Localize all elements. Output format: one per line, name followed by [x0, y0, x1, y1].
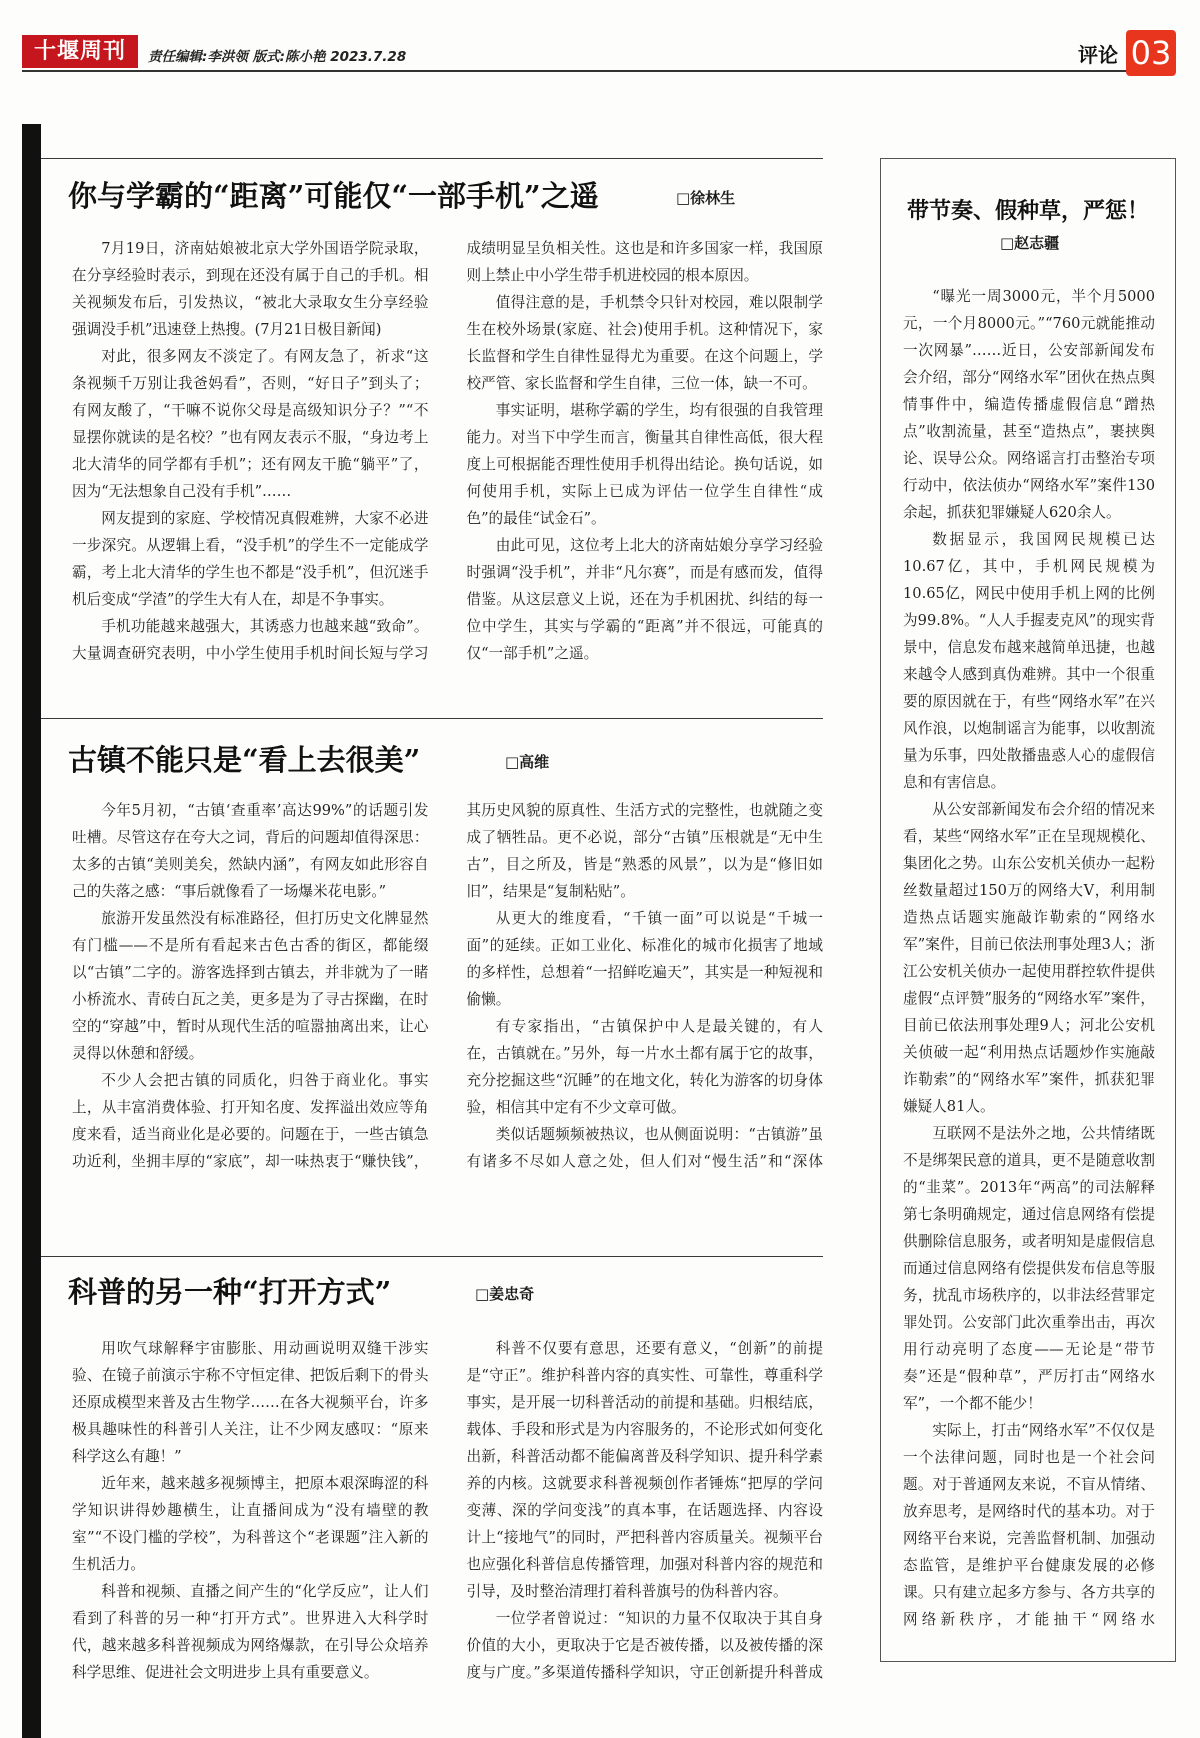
sidebar-paragraph: 实际上，打击“网络水军”不仅仅是一个法律问题，同时也是一个社会问题。对于普通网友来说，不盲从情绪、放弃思考，是网络时代的基本功。对于网络平台来说，完善监督机制、加强动态监管，是维护平台健康发展的必修课。只有建立起多方参与、各方共享的网络新秩序，才能抽干“网络水: [903, 1422, 1155, 1628]
article-paragraph: 从更大的维度看，“千镇一面”可以说是“千城一面”的延续。正如工业化、标准化的城市化损害了地域的多样性，总想着“一招鲜吃遍天”，其实是一种短视和偷懒。: [466, 910, 823, 1008]
article-author: □姜忠奇: [475, 1285, 535, 1303]
article-author: □高维: [505, 753, 550, 771]
article-paragraph: 用吹气球解释宇宙膨胀、用动画说明双缝干涉实验、在镜子前演示宇称不守恒定律、把饭后剩下的骨头还原成模型来普及古生物学……在各大视频平台，许多极具趣味性的科普引人关注，让不少网友感叹：“原来科学这么有趣！”: [72, 1340, 429, 1465]
article-paragraph: 有专家指出，“古镇保护中人是最关键的，有人在，古镇就在。”另外，每一片水土都有属于它的故事，充分挖掘这些“沉睡”的在地文化，转化为游客的切身体验，相信其中定有不少文章可做。: [466, 1018, 823, 1116]
article-paragraph: 不少人会把古镇的同质化，归咎于商业化。事实上，从丰富消费体验、打开知名度、发挥溢出效应等角度来看，适当商业化是必要的。问题在于，一些古镇急功近利，坐拥丰厚的“家底”，却一味热衷于“赚快钱”，其历史风貌的原真性、生活方式的完整性，也就随之变成了牺牲品。更不必说，部分“古镇”压根就是“无中生古”，目之所及，皆是“熟悉的风景”，以为是“修旧如旧”，结果是“复制粘贴”。: [72, 802, 823, 1170]
article-paragraph: 旅游开发虽然没有标准路径，但打历史文化牌显然有门槛——不是所有看起来古色古香的街区，都能缀以“古镇”二字的。游客选择到古镇去，并非就为了一睹小桥流水、青砖白瓦之美，更多是为了寻古探幽，在时空的“穿越”中，暂时从现代生活的喧嚣抽离出来，让心灵得以休憩和舒缓。: [72, 910, 429, 1062]
article-paragraph: 由此可见，这位考上北大的济南姑娘分享学习经验时强调“没手机”，并非“凡尔赛”，而是有感而发，值得借鉴。从这层意义上说，还在为手机困扰、纠结的每一位中学生，其实与学霸的“距离”并不很远，可能真的仅“一部手机”之遥。: [466, 537, 823, 662]
sidebar-commentary-box: [880, 158, 1176, 1662]
page-number-badge: 03: [1126, 30, 1176, 76]
article-paragraph: 科普和视频、直播之间产生的“化学反应”，让人们看到了科普的另一种“打开方式”。世界进入大科学时代，越来越多科普视频成为网络爆款，在引导公众培养科学思维、促进社会文明进步上具有重要意义。: [72, 1583, 429, 1681]
sidebar-author: □赵志疆: [1000, 234, 1060, 252]
sidebar-paragraph: “曝光一周3000元，半个月5000元，一个月8000元。”“760元就能推动一次网暴”……近日，公安部新闻发布会介绍，部分“网络水军”团伙在热点舆情事件中，编造传播虚假信息“蹭热点”收割流量，甚至“造热点”，裹挟舆论、误导公众。网络谣言打击整治专项行动中，依法侦办“网络水军”案件130余起，抓获犯罪嫌疑人620余人。: [903, 288, 1155, 521]
left-accent-bar: [22, 124, 41, 1738]
sidebar-body: [903, 283, 1155, 1633]
section-label: 评论: [1078, 43, 1118, 67]
sidebar-paragraph: 从公安部新闻发布会介绍的情况来看，某些“网络水军”正在呈现规模化、集团化之势。山东公安机关侦办一起粉丝数量超过150万的网络大V，利用制造热点话题实施敲诈勒索的“网络水军”案件，目前已依法刑事处理3人；浙江公安机关侦办一起使用群控软件提供虚假“点评赞”服务的“网络水军”案件，目前已依法刑事处理9人；河北公安机关侦破一起“利用热点话题炒作实施敲诈勒索”的“网络水军”案件，抓获犯罪嫌疑人81人。: [903, 801, 1155, 1115]
article-paragraph: 一位学者曾说过：“知识的力量不仅取决于其自身价值的大小，更取决于它是否被传播，以及被传播的深度与广度。”多渠道传播科学知识，守正创新提升科普成: [466, 1610, 823, 1681]
article-divider: [41, 1256, 823, 1257]
article-paragraph: 网友提到的家庭、学校情况真假难辨，大家不必进一步深究。从逻辑上看，“没手机”的学生不一定能成学霸，考上北大清华的学生也不都是“没手机”，但沉迷手机后变成“学渣”的学生大有人在，却是不争事实。: [72, 510, 429, 608]
header-divider: [22, 70, 1126, 72]
article-title: 科普的另一种“打开方式”: [68, 1275, 392, 1309]
article-paragraph: 7月19日，济南姑娘被北京大学外国语学院录取，在分享经验时表示，到现在还没有属于自己的手机。相关视频发布后，引发热议，“被北大录取女生分享经验强调没手机”迅速登上热搜。(7月21日极目新闻): [72, 240, 429, 338]
article-paragraph: 事实证明，堪称学霸的学生，均有很强的自我管理能力。对当下中学生而言，衡量其自律性高低，很大程度上可根据能否理性使用手机得出结论。换句话说，如何使用手机，实际上已成为评估一位学生自律性“成色”的最佳“试金石”。: [466, 402, 823, 527]
sidebar-paragraph: 互联网不是法外之地，公共情绪既不是绑架民意的道具，更不是随意收割的“韭菜”。2013年“两高”的司法解释第七条明确规定，通过信息网络有偿提供删除信息服务，或者明知是虚假信息而通过信息网络有偿提供发布信息等服务，扰乱市场秩序的，以非法经营罪定罪处罚。公安部门此次重拳出击，再次用行动亮明了态度——无论是“带节奏”还是“假种草”，严厉打击“网络水军”，一个都不能少！: [903, 1125, 1155, 1412]
article-paragraph: 值得注意的是，手机禁令只针对校园，难以限制学生在校外场景(家庭、社会)使用手机。这种情况下，家长监督和学生自律性显得尤为重要。在这个问题上，学校严管、家长监督和学生自律，三位一体，缺一不可。: [466, 294, 823, 392]
article-author: □徐林生: [676, 189, 736, 207]
article-paragraph: 对此，很多网友不淡定了。有网友急了，祈求“这条视频千万别让我爸妈看”，否则，“好日子”到头了；有网友酸了，“干嘛不说你父母是高级知识分子？”“不显摆你就读的是名校？”也有网友表示不服，“身边考上北大清华的同学都有手机”；还有网友干脆“躺平”了，因为“无法想象自己没有手机”……: [72, 348, 429, 500]
sidebar-paragraph: 数据显示，我国网民规模已达10.67亿，其中，手机网民规模为10.65亿，网民中使用手机上网的比例为99.8%。“人人手握麦克风”的现实背景中，信息发布越来越简单迅捷，也越来越令人感到真伪难辨。其中一个很重要的原因就在于，有些“网络水军”在兴风作浪，以炮制谣言为能事，以收割流量为乐事，四处散播蛊惑人心的虚假信息和有害信息。: [903, 531, 1155, 791]
article-body: [72, 235, 823, 671]
article-divider: [41, 158, 823, 159]
article-body: [72, 1335, 823, 1715]
article-divider: [41, 718, 823, 719]
article-title: 你与学霸的“距离”可能仅“一部手机”之遥: [68, 179, 599, 213]
article-paragraph: 今年5月初，“古镇‘查重率’高达99%”的话题引发吐槽。尽管这存在夸大之词，背后的问题却值得深思：太多的古镇“美则美矣，然缺内涵”，有网友如此形容自己的失落之感：“事后就像看了一场爆米花电影。”: [72, 802, 429, 900]
sidebar-title: 带节奏、假种草，严惩！: [906, 198, 1149, 224]
article-body: [72, 797, 823, 1179]
article-paragraph: 手机功能越来越强大，其诱惑力也越来越“致命”。大量调查研究表明，中小学生使用手机时间长短与学习成绩明显呈负相关性。这也是和许多国家一样，我国原则上禁止中小学生带手机进校园的根本原因。: [72, 240, 823, 662]
article-paragraph: 科普不仅要有意思，还要有意义，“创新”的前提是“守正”。维护科普内容的真实性、可靠性，尊重科学事实，是开展一切科普活动的前提和基础。归根结底，载体、手段和形式是为内容服务的，不论形式如何变化出新，科普活动都不能偏离普及科学知识、提升科学素养的内核。这就要求科普视频创作者锤炼“把厚的学问变薄、深的学问变浅”的真本事，在话题选择、内容设计上“接地气”的同时，严把科普内容质量关。视频平台也应强化科普信息传播管理，加强对科普内容的规范和引导，及时整治清理打着科普旗号的伪科普内容。: [466, 1340, 823, 1600]
masthead-logo: 十堰周刊: [22, 35, 138, 68]
article-paragraph: 类似话题频频被热议，也从侧面说明：“古镇游”虽有诸多不尽如人意之处，但人们对“慢生活”和“深体: [466, 1126, 823, 1170]
article-paragraph: 近年来，越来越多视频博主，把原本艰深晦涩的科学知识讲得妙趣横生，让直播间成为“没有墙壁的教室”“不设门槛的学校”，为科普这个“老课题”注入新的生机活力。: [72, 1475, 429, 1573]
editor-credits: 责任编辑:李洪领 版式:陈小艳 2023.7.28: [148, 49, 407, 65]
article-title: 古镇不能只是“看上去很美”: [68, 743, 421, 777]
